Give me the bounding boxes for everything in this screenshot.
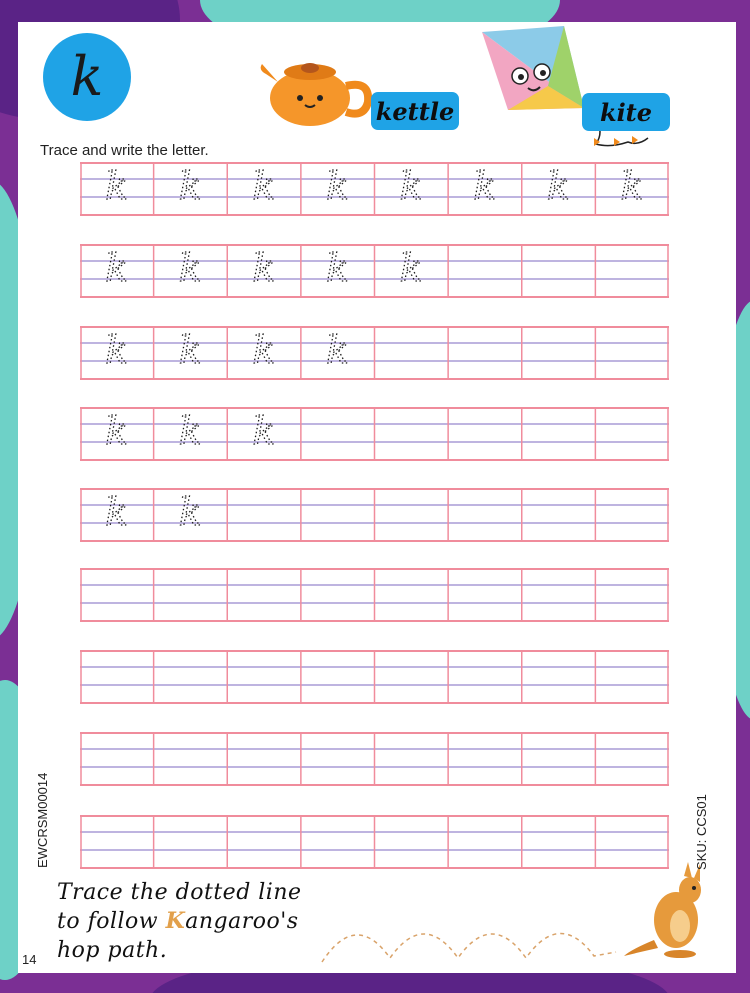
footer-line-2-highlight: K	[165, 908, 186, 934]
dotted-letter: k	[105, 490, 129, 534]
dotted-letter: k	[252, 164, 276, 208]
dotted-letter: k	[326, 164, 350, 208]
guide-lines	[80, 244, 669, 298]
kite-word-tag	[582, 93, 670, 131]
guide-lines	[80, 568, 669, 622]
dotted-letter: k	[252, 328, 276, 372]
practice-row[interactable]	[80, 815, 669, 869]
page-number: 14	[22, 952, 37, 967]
footer-line-1: Trace the dotted line	[57, 880, 302, 905]
guide-lines	[80, 815, 669, 869]
guide-lines	[80, 732, 669, 786]
instruction-text: Trace and write the letter.	[40, 142, 209, 159]
footer-line-2-end: angaroo's	[185, 909, 299, 934]
guide-lines	[80, 650, 669, 704]
footer-line-2-start: to follow	[57, 909, 166, 934]
practice-row[interactable]	[80, 488, 669, 542]
kite-word: kite	[599, 97, 653, 127]
guide-lines	[80, 407, 669, 461]
kettle-word: kettle	[375, 96, 455, 126]
kangaroo-illustration	[620, 860, 720, 960]
dotted-letter: k	[178, 246, 202, 290]
practice-row[interactable]	[80, 568, 669, 622]
dotted-letter: k	[252, 246, 276, 290]
practice-row[interactable]	[80, 650, 669, 704]
dotted-letter: k	[105, 328, 129, 372]
dotted-letter: k	[399, 164, 423, 208]
dotted-letter: k	[178, 328, 202, 372]
practice-row[interactable]	[80, 732, 669, 786]
footer-instructions	[57, 878, 302, 965]
footer-line-3: hop path.	[57, 938, 168, 963]
kettle-word-tag	[371, 92, 459, 130]
dotted-letter: k	[547, 164, 571, 208]
guide-lines	[80, 326, 669, 380]
dotted-letter: k	[178, 409, 202, 453]
hop-path[interactable]	[320, 912, 620, 968]
dotted-letter: k	[473, 164, 497, 208]
dotted-letter: k	[178, 164, 202, 208]
dotted-letter: k	[326, 328, 350, 372]
kettle-illustration	[258, 52, 378, 130]
practice-row[interactable]	[80, 244, 669, 298]
sku-code: SKU: CCS01	[694, 794, 709, 870]
dotted-letter: k	[326, 246, 350, 290]
practice-row[interactable]	[80, 407, 669, 461]
practice-row[interactable]	[80, 162, 669, 216]
practice-row[interactable]	[80, 326, 669, 380]
worksheet-code: EWCRSM00014	[35, 772, 50, 868]
dotted-letter: k	[105, 164, 129, 208]
dotted-letter: k	[178, 490, 202, 534]
guide-lines	[80, 162, 669, 216]
letter-badge	[43, 33, 131, 121]
footer-line-2	[57, 907, 302, 936]
dotted-letter: k	[252, 409, 276, 453]
dotted-letter: k	[620, 164, 644, 208]
guide-lines	[80, 488, 669, 542]
dotted-letter: k	[105, 246, 129, 290]
letter-badge-glyph: k	[70, 45, 104, 108]
dotted-letter: k	[399, 246, 423, 290]
dotted-letter: k	[105, 409, 129, 453]
